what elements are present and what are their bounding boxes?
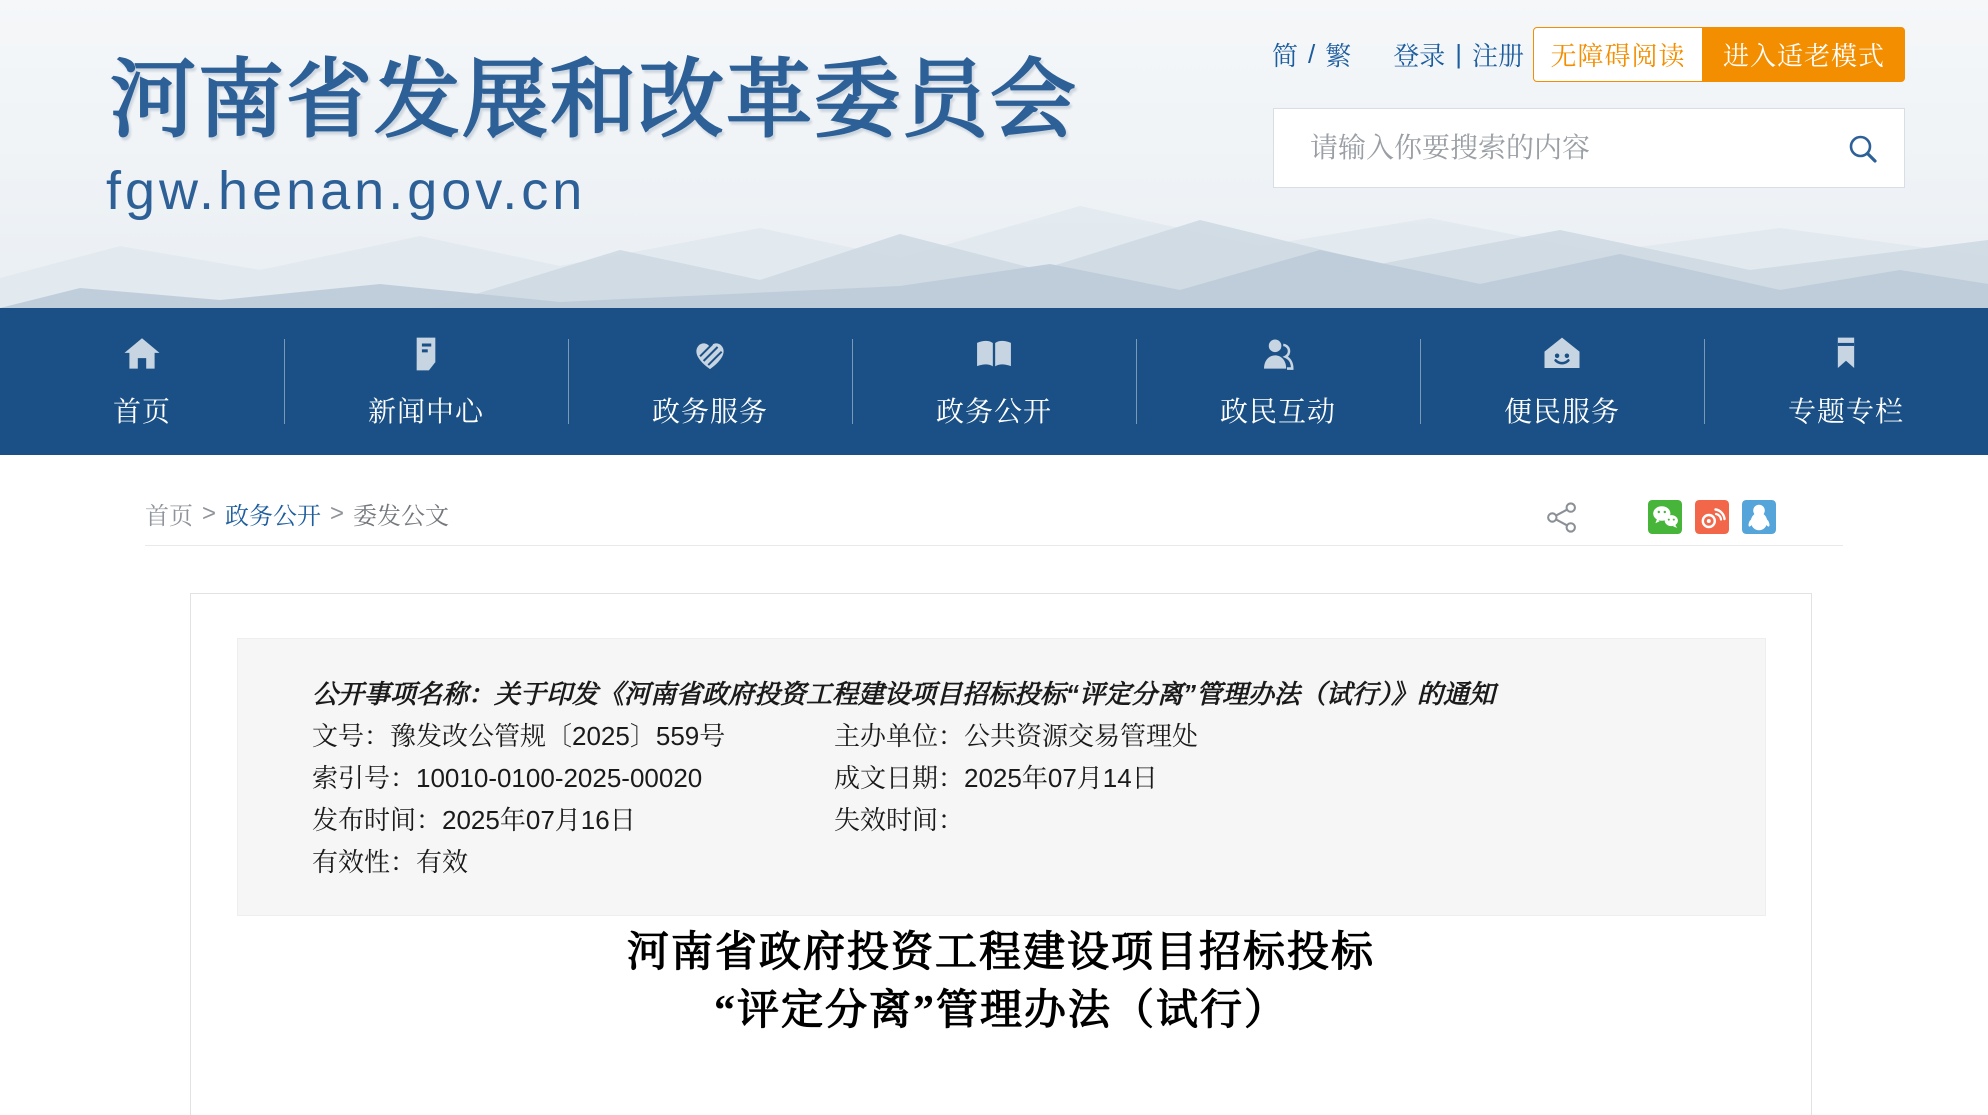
- nav-item-label: 政务公开: [935, 396, 1052, 427]
- register-link[interactable]: 注册: [1472, 41, 1525, 71]
- search-input[interactable]: [1274, 109, 1904, 187]
- search-icon[interactable]: [1846, 132, 1880, 166]
- home-icon: [121, 333, 163, 375]
- nav-item-information-disclosure[interactable]: [852, 308, 1136, 455]
- site-header: [0, 0, 1988, 308]
- login-register-divider: |: [1455, 39, 1463, 69]
- weibo-icon[interactable]: [1695, 500, 1729, 534]
- top-links: [1272, 27, 1524, 82]
- meta-subject-row: [312, 673, 1725, 715]
- people-icon: [1257, 333, 1299, 375]
- nav-item-label: 便民服务: [1503, 396, 1620, 427]
- nav-item-label: 专题专栏: [1787, 396, 1904, 427]
- meta-field-value: 公共资源交易管理处: [964, 721, 1199, 751]
- elder-mode-button[interactable]: 进入适老模式: [1703, 27, 1905, 82]
- document-title-line-1: 河南省政府投资工程建设项目招标投标: [626, 930, 1375, 976]
- meta-field-label: 成文日期：: [834, 763, 965, 793]
- site-domain-text: fgw.henan.gov.cn: [106, 161, 587, 221]
- meta-field-value: 关于印发《河南省政府投资工程建设项目招标投标“评定分离”管理办法（试行）》的通知: [494, 679, 1496, 709]
- nav-item-home[interactable]: [0, 308, 284, 455]
- news-icon: [405, 333, 447, 375]
- lang-traditional-link[interactable]: 繁: [1325, 41, 1352, 71]
- breadcrumb-current: 委发公文: [353, 503, 450, 530]
- meta-field-label: 失效时间：: [834, 805, 965, 835]
- document-title-line-2: “评定分离”管理办法（试行）: [713, 988, 1288, 1034]
- nav-item-news-center[interactable]: [284, 308, 568, 455]
- search-box: [1273, 108, 1905, 188]
- meta-row: [312, 715, 1725, 757]
- bookmark-icon: [1825, 333, 1867, 375]
- meta-field-label: 文号：: [312, 721, 391, 751]
- meta-field-label: 发布时间：: [312, 805, 443, 835]
- breadcrumb-divider: [145, 545, 1843, 546]
- breadcrumb-section-link[interactable]: 政务公开: [225, 503, 322, 530]
- nav-item-label: 新闻中心: [367, 396, 484, 427]
- nav-item-public-interaction[interactable]: [1136, 308, 1420, 455]
- meta-field-label: 公开事项名称：: [312, 679, 495, 709]
- meta-row: [312, 841, 1725, 883]
- meta-field-value: 10010-0100-2025-00020: [416, 763, 703, 793]
- meta-field-label: 有效性：: [312, 847, 417, 877]
- wechat-icon[interactable]: [1648, 500, 1682, 534]
- nav-item-label: 首页: [112, 396, 171, 427]
- breadcrumb-home-link[interactable]: 首页: [145, 503, 193, 530]
- nav-item-government-services[interactable]: [568, 308, 852, 455]
- meta-field-value: 豫发改公管规〔2025〕559号: [390, 721, 726, 751]
- meta-field-value: 2025年07月14日: [964, 763, 1158, 793]
- meta-field-label: 主办单位：: [834, 721, 965, 751]
- breadcrumb: [145, 496, 449, 531]
- open-book-icon: [973, 333, 1015, 375]
- heart-hand-icon: [689, 333, 731, 375]
- share-icon[interactable]: [1546, 501, 1579, 534]
- site-name-text: 河南省发展和改革委员会: [110, 52, 1078, 148]
- meta-field-value: 2025年07月16日: [442, 805, 636, 835]
- meta-row: [312, 799, 1725, 841]
- nav-item-convenience-services[interactable]: [1420, 308, 1704, 455]
- document-title: [191, 924, 1811, 1040]
- lang-slash-separator: /: [1308, 39, 1316, 69]
- meta-field-label: 索引号：: [312, 763, 417, 793]
- document-meta-box: [237, 638, 1766, 916]
- login-link[interactable]: 登录: [1393, 41, 1446, 71]
- content-card: [190, 593, 1812, 1115]
- smile-house-icon: [1541, 333, 1583, 375]
- meta-field-value: 有效: [416, 847, 469, 877]
- accessibility-reading-button[interactable]: 无障碍阅读: [1533, 27, 1703, 82]
- nav-item-special-topics[interactable]: [1704, 308, 1988, 455]
- breadcrumb-separator: >: [202, 499, 217, 527]
- share-toolbar: [1546, 500, 1776, 534]
- nav-item-label: 政务服务: [651, 396, 768, 427]
- qq-icon[interactable]: [1742, 500, 1776, 534]
- nav-item-label: 政民互动: [1219, 396, 1336, 427]
- lang-simplified-link[interactable]: 简: [1272, 41, 1299, 71]
- meta-row: [312, 757, 1725, 799]
- main-nav: [0, 308, 1988, 455]
- breadcrumb-separator: >: [330, 499, 345, 527]
